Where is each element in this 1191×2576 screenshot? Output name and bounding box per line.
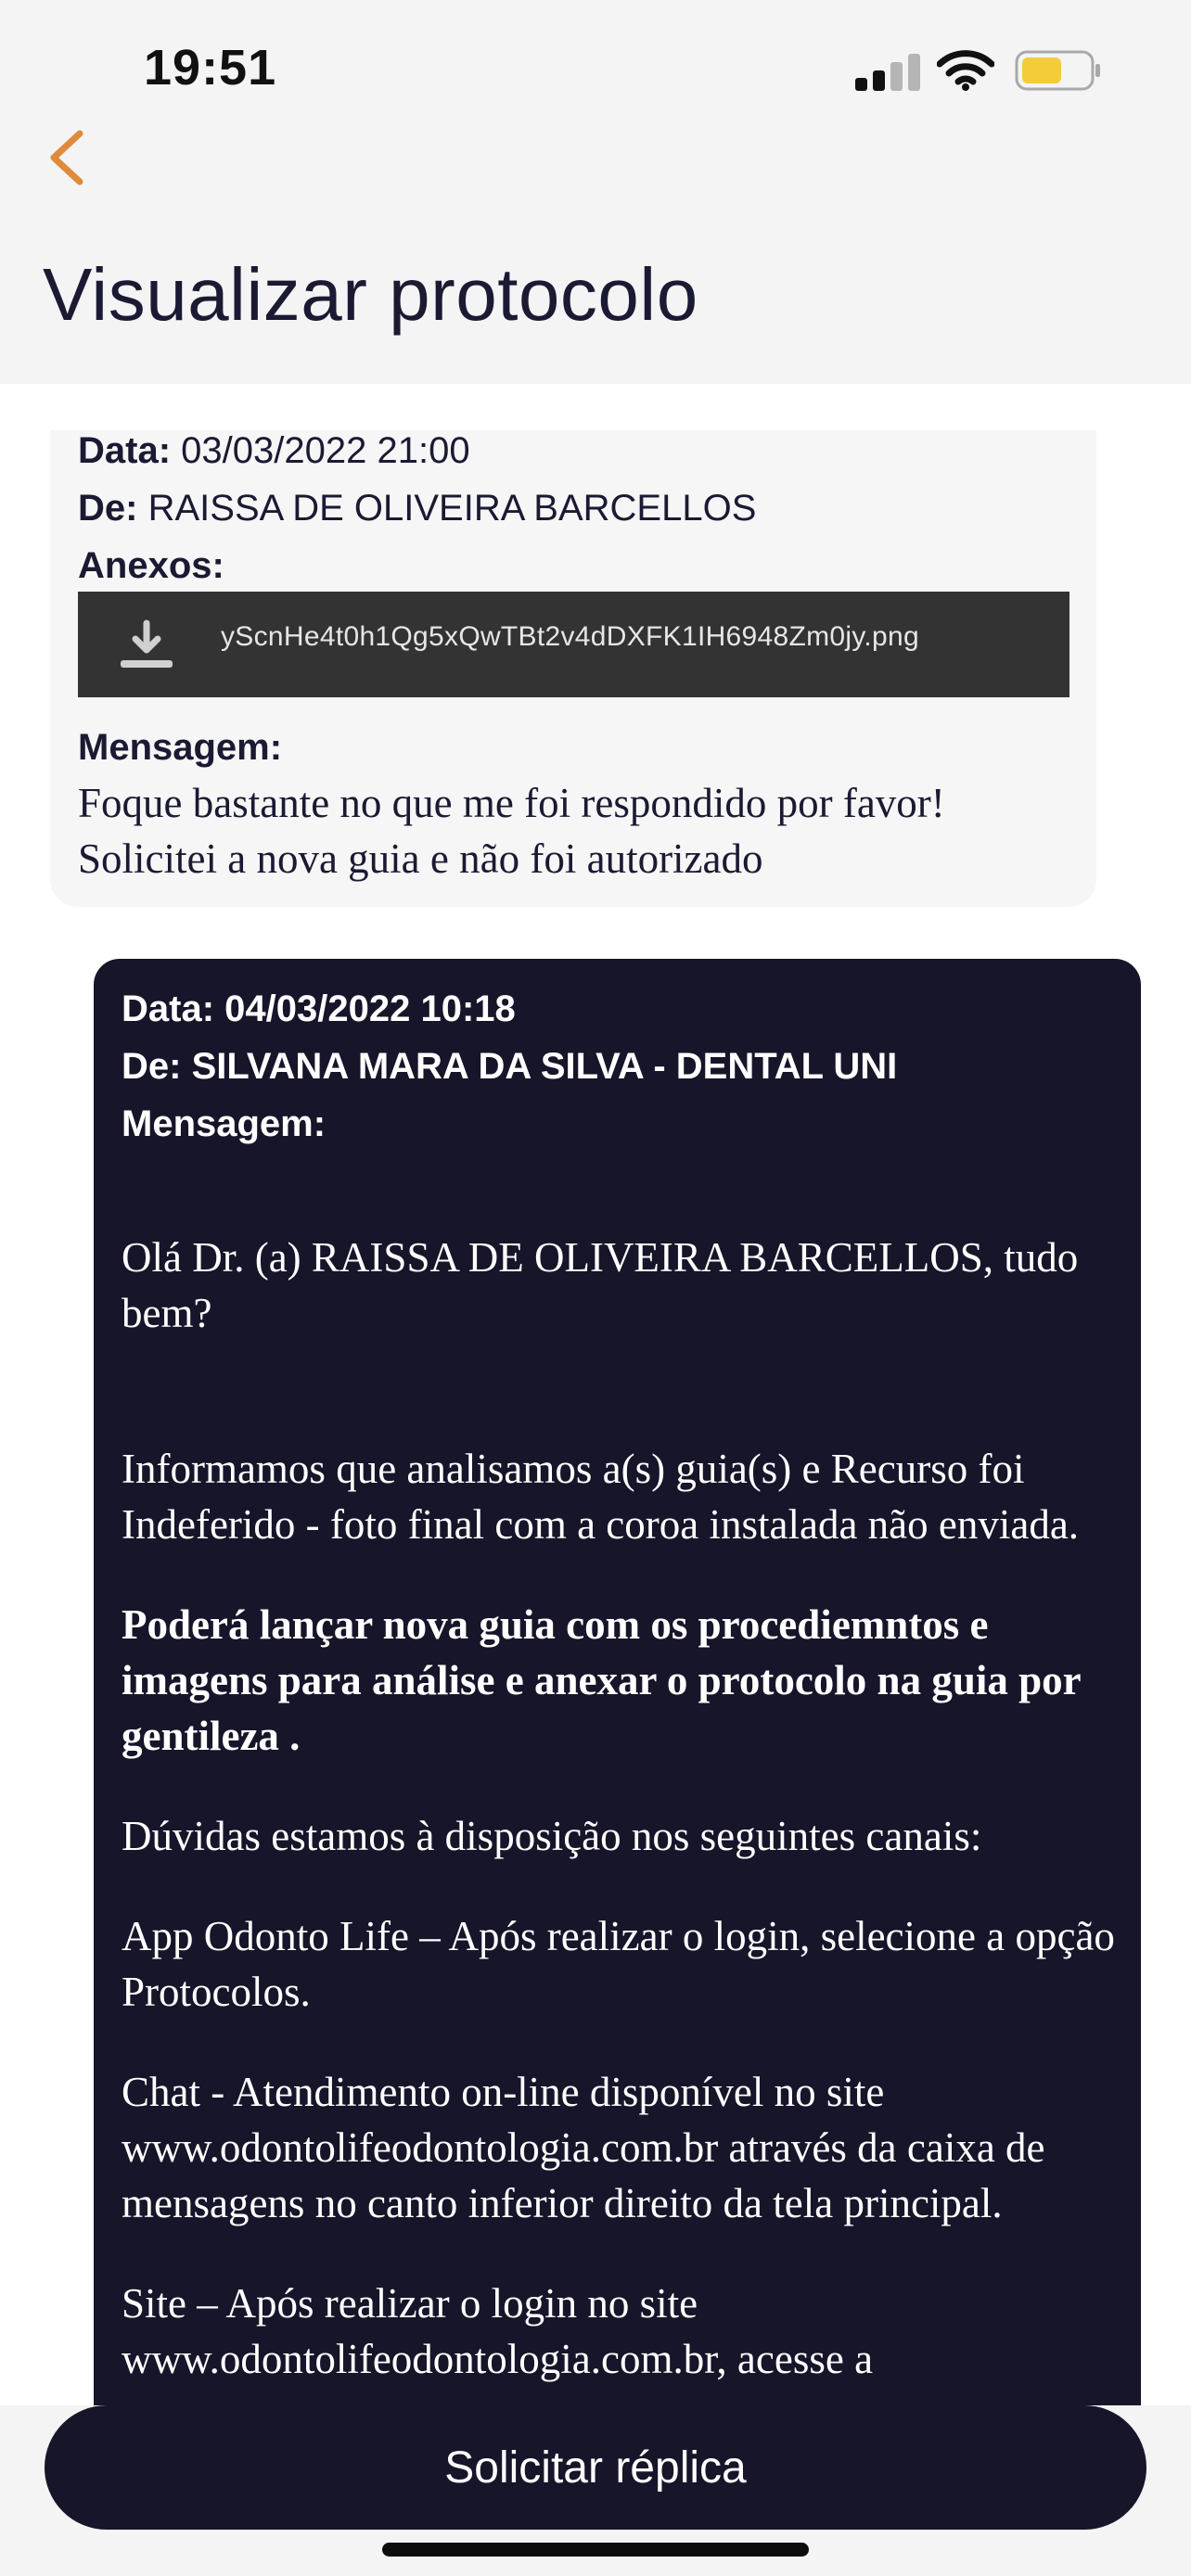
- reply-paragraph-bold: Poderá lançar nova guia com os procediemntos e imagens para análise e anexar o protocolo na guia por gentileza .: [122, 1601, 1081, 1759]
- message-sender: De: RAISSA DE OLIVEIRA BARCELLOS: [78, 488, 757, 529]
- reply-paragraph: Dúvidas estamos à disposição nos seguintes canais:: [122, 1813, 982, 1859]
- reply-message-label: Mensagem:: [122, 1103, 327, 1144]
- cellular-signal-icon: [855, 52, 920, 91]
- home-indicator: [382, 2543, 809, 2557]
- message-text: Foque bastante no que me foi respondido por favor! Solicitei a nova guia e não foi autorizado: [78, 780, 945, 882]
- attachment-filename: yScnHe4t0h1Qg5xQwTBt2v4dDXFK1IH6948Zm0jy.png: [221, 621, 920, 652]
- reply-message-card: [94, 959, 1141, 2405]
- reply-paragraph: App Odonto Life – Após realizar o login, selecione a opção Protocolos.: [122, 1913, 1115, 2015]
- reply-paragraph: Informamos que analisamos a(s) guia(s) e Recurso foi Indeferido - foto final com a coroa instalada não enviada.: [122, 1446, 1080, 1548]
- reply-greeting: Olá Dr. (a) RAISSA DE OLIVEIRA BARCELLOS, tudo bem?: [122, 1234, 1079, 1336]
- attachments-label: Anexos:: [78, 545, 224, 586]
- status-time: 19:51: [144, 40, 277, 96]
- reply-sender: De: SILVANA MARA DA SILVA - DENTAL UNI: [122, 1046, 898, 1087]
- battery-icon: [1015, 50, 1102, 91]
- top-bar: [0, 0, 1191, 384]
- protocol-messages[interactable]: [0, 384, 1191, 2405]
- wifi-icon: [937, 48, 994, 91]
- message-date: Data: 03/03/2022 21:00: [78, 430, 470, 471]
- incoming-message-card: [50, 430, 1096, 907]
- request-reply-button[interactable]: Solicitar réplica: [45, 2405, 1146, 2530]
- reply-paragraph: Site – Após realizar o login no site www.odontolifeodontologia.com.br, acesse a: [122, 2280, 874, 2382]
- message-label: Mensagem:: [78, 727, 283, 768]
- download-icon: [119, 619, 174, 671]
- reply-date: Data: 04/03/2022 10:18: [122, 988, 516, 1029]
- attachment-item[interactable]: [78, 592, 1069, 697]
- reply-paragraph: Chat - Atendimento on-line disponível no site www.odontolifeodontologia.com.br através da caixa de mensagens no canto inferior direito da tela principal.: [122, 2069, 1045, 2226]
- reply-message-body: [122, 1230, 1119, 2405]
- back-chevron-icon[interactable]: [41, 124, 93, 191]
- page-title: Visualizar protocolo: [43, 253, 698, 336]
